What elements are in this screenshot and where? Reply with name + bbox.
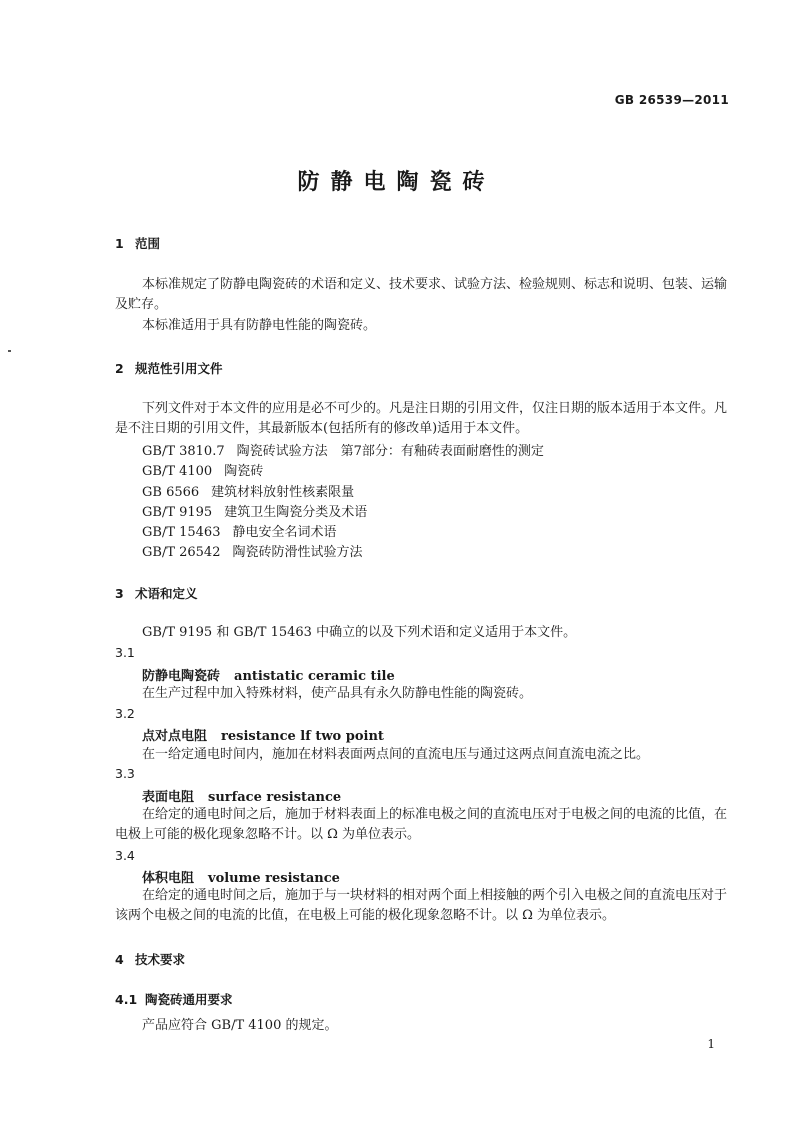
section-title: 技术要求 (135, 952, 186, 967)
reference-code: GB 6566 (142, 485, 200, 500)
page-number: 1 (707, 1037, 715, 1051)
section-title: 术语和定义 (135, 586, 198, 601)
reference-title: 建筑卫生陶瓷分类及术语 (224, 505, 368, 520)
reference-title: 陶瓷砖 (224, 464, 264, 479)
standard-number: GB 26539—2011 (614, 93, 729, 107)
term-chinese: 体积电阻 (142, 871, 195, 886)
reference-item (142, 460, 263, 479)
reference-title: 陶瓷砖试验方法 第7部分：有釉砖表面耐磨性的测定 (236, 444, 544, 459)
clause-number: 3.1 (115, 645, 135, 660)
term-english: surface resistance (208, 790, 342, 805)
reference-item (142, 501, 367, 520)
section-2-heading (115, 359, 223, 377)
reference-item (142, 541, 363, 560)
subsection-4-1-heading (115, 990, 233, 1008)
term-entry (142, 786, 341, 805)
clause-number: 3.3 (115, 766, 135, 781)
reference-code: GB/T 3810.7 (142, 444, 225, 459)
references-intro: 下列文件对于本文件的应用是必不可少的。凡是注日期的引用文件，仅注日期的版本适用于本文件。凡是不注日期的引用文件，其最新版本(包括所有的修改单)适用于本文件。 (115, 401, 728, 436)
reference-item (142, 440, 544, 459)
scope-paragraph-2: 本标准适用于具有防静电性能的陶瓷砖。 (142, 318, 377, 333)
reference-title: 建筑材料放射性核素限量 (211, 485, 355, 500)
page-title: 防静电陶瓷砖 (297, 170, 496, 195)
reference-code: GB/T 15463 (142, 525, 221, 540)
section-number: 3 (115, 586, 124, 601)
section-1-heading (115, 234, 160, 252)
subsection-title: 陶瓷砖通用要求 (145, 992, 233, 1007)
section-title: 规范性引用文件 (135, 361, 223, 376)
term-definition: 在给定的通电时间之后，施加于材料表面上的标准电极之间的直流电压对于电极之间的电流的比值，在电极上可能的极化现象忽略不计。以 Ω 为单位表示。 (115, 807, 728, 842)
section-3-heading (115, 584, 198, 602)
reference-code: GB/T 26542 (142, 545, 221, 560)
subsection-number: 4.1 (115, 992, 138, 1007)
section-title: 范围 (135, 236, 161, 251)
term-definition: 在一给定通电时间内，施加在材料表面两点间的直流电压与通过这两点间直流电流之比。 (142, 747, 650, 762)
term-english: antistatic ceramic tile (234, 669, 395, 684)
term-entry (142, 867, 340, 886)
term-chinese: 表面电阻 (142, 790, 195, 805)
scan-artifact (8, 350, 11, 352)
section-4-heading (115, 950, 185, 968)
clause-number: 3.4 (115, 848, 135, 863)
section-number: 4 (115, 952, 124, 967)
scope-paragraph-1: 本标准规定了防静电陶瓷砖的术语和定义、技术要求、试验方法、检验规则、标志和说明、包装、运输及贮存。 (115, 277, 728, 312)
section-number: 1 (115, 236, 124, 251)
reference-item (142, 521, 337, 540)
reference-title: 静电安全名词术语 (232, 525, 337, 540)
reference-title: 陶瓷砖防滑性试验方法 (232, 545, 363, 560)
reference-code: GB/T 4100 (142, 464, 213, 479)
term-definition: 在生产过程中加入特殊材料，使产品具有永久防静电性能的陶瓷砖。 (142, 686, 533, 701)
term-english: resistance lf two point (221, 729, 384, 744)
clause-number: 3.2 (115, 706, 135, 721)
term-chinese: 防静电陶瓷砖 (142, 669, 221, 684)
term-english: volume resistance (208, 871, 340, 886)
section-number: 2 (115, 361, 124, 376)
term-entry (142, 665, 395, 684)
term-entry (142, 725, 384, 744)
term-definition: 在给定的通电时间之后，施加于与一块材料的相对两个面上相接触的两个引入电极之间的直流电压对于该两个电极之间的电流的比值，在电极上可能的极化现象忽略不计。以 Ω 为单位表示。 (115, 888, 728, 923)
requirement-paragraph: 产品应符合 GB/T 4100 的规定。 (142, 1018, 338, 1033)
terms-intro: GB/T 9195 和 GB/T 15463 中确立的以及下列术语和定义适用于本文件。 (142, 625, 577, 640)
reference-code: GB/T 9195 (142, 505, 213, 520)
term-chinese: 点对点电阻 (142, 729, 208, 744)
reference-item (142, 481, 354, 500)
